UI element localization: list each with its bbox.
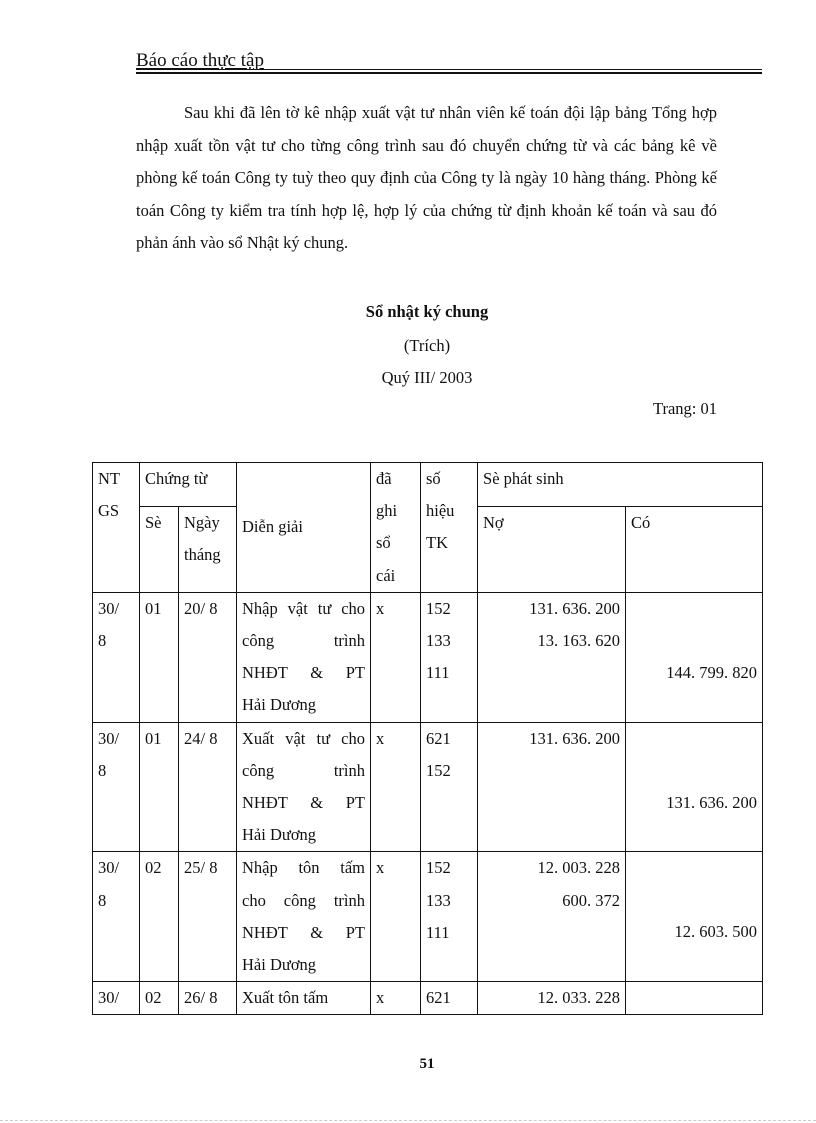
row-so: 02 bbox=[140, 982, 179, 1015]
table-row bbox=[93, 592, 763, 722]
journal-table bbox=[92, 462, 763, 1015]
row-no: 131. 636. 200 bbox=[478, 722, 626, 852]
table-row bbox=[93, 982, 763, 1015]
row-co: 144. 799. 820 bbox=[626, 592, 763, 722]
header-nt-gs: NT GS bbox=[93, 463, 140, 593]
intro-paragraph: Sau khi đã lên tờ kê nhập xuất vật tư nhân viên kế toán đội lập bảng Tổng hợp nhập xuất tồn vật tư cho từng công trình sau đó chuyển chứng từ và các bảng kê về phòng kế toán Công ty tuỳ theo quy định của Công ty là ngày 10 hàng tháng. Phòng kế toán Công ty kiểm tra tính hợp lệ, hợp lý của chứng từ định khoản kế toán và sau đó phản ánh vào sổ Nhật ký chung. bbox=[136, 103, 717, 253]
row-co: 131. 636. 200 bbox=[626, 722, 763, 852]
row-nt-gs: 30/ 8 bbox=[93, 852, 140, 982]
row-co: 12. 603. 500 bbox=[626, 852, 763, 982]
header-so: Sè bbox=[140, 506, 179, 592]
row-co bbox=[626, 982, 763, 1015]
header-title: Báo cáo thực tập bbox=[136, 50, 264, 71]
ledger-subtitle: (Trích) bbox=[403, 336, 451, 355]
row-so-hieu-tk: 152 133 111 bbox=[421, 592, 478, 722]
header-co: Có bbox=[626, 506, 763, 592]
row-so-hieu-tk: 152 133 111 bbox=[421, 852, 478, 982]
row-so-hieu-tk: 621 bbox=[421, 982, 478, 1015]
row-ngay: 24/ 8 bbox=[179, 722, 237, 852]
header-ngay-thang: Ngày tháng bbox=[179, 506, 237, 592]
header-dien-giai: Diễn giải bbox=[237, 463, 371, 593]
row-no: 12. 003. 228 600. 372 bbox=[478, 852, 626, 982]
row-nt-gs: 30/ 8 bbox=[93, 722, 140, 852]
row-dien-giai: Nhập vật tư cho công trình NHĐT & PT Hải Dương bbox=[237, 592, 371, 722]
header-da-ghi-so-cai: đã ghi sổ cái bbox=[371, 463, 421, 593]
row-ngay: 26/ 8 bbox=[179, 982, 237, 1015]
row-so: 02 bbox=[140, 852, 179, 982]
ledger-page-label: Trang: 01 bbox=[652, 399, 717, 418]
row-so-hieu-tk: 621 152 bbox=[421, 722, 478, 852]
header-so-phat-sinh: Sè phát sinh bbox=[478, 463, 763, 507]
header-rule-thick bbox=[136, 72, 762, 74]
table-header-row bbox=[93, 463, 763, 507]
header-no: Nợ bbox=[478, 506, 626, 592]
header-rule-thin bbox=[136, 69, 762, 70]
footer-rule bbox=[0, 1120, 816, 1121]
row-nt-gs: 30/ 8 bbox=[93, 592, 140, 722]
row-da-ghi: x bbox=[371, 722, 421, 852]
row-dien-giai: Nhập tôn tấm cho công trình NHĐT & PT Hải Dương bbox=[237, 852, 371, 982]
row-no: 131. 636. 200 13. 163. 620 bbox=[478, 592, 626, 722]
row-da-ghi: x bbox=[371, 852, 421, 982]
table-row bbox=[93, 852, 763, 982]
row-dien-giai: Xuất tôn tấm bbox=[237, 982, 371, 1015]
row-nt-gs: 30/ bbox=[93, 982, 140, 1015]
page-number: 51 bbox=[419, 1056, 435, 1072]
ledger-title: Sổ nhật ký chung bbox=[365, 302, 489, 321]
row-ngay: 20/ 8 bbox=[179, 592, 237, 722]
row-dien-giai: Xuất vật tư cho công trình NHĐT & PT Hải Dương bbox=[237, 722, 371, 852]
row-da-ghi: x bbox=[371, 982, 421, 1015]
row-so: 01 bbox=[140, 592, 179, 722]
row-da-ghi: x bbox=[371, 592, 421, 722]
row-so: 01 bbox=[140, 722, 179, 852]
page-header bbox=[136, 50, 762, 72]
ledger-period: Quý III/ 2003 bbox=[381, 368, 473, 387]
header-so-hieu-tk: số hiệu TK bbox=[421, 463, 478, 593]
table-row bbox=[93, 722, 763, 852]
header-chung-tu: Chứng từ bbox=[140, 463, 237, 507]
row-ngay: 25/ 8 bbox=[179, 852, 237, 982]
row-no: 12. 033. 228 bbox=[478, 982, 626, 1015]
